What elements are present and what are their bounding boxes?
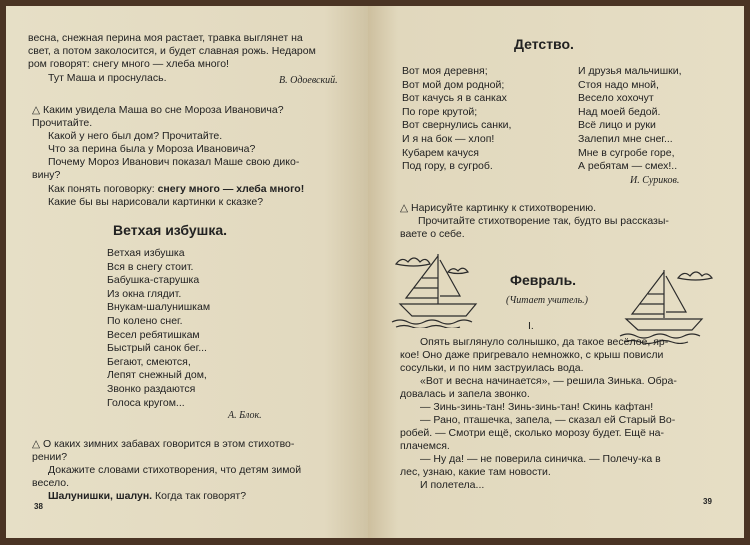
poem-line: Звонко раздаются <box>107 382 196 395</box>
poem-line: Вся в снегу стоит. <box>107 260 194 273</box>
story-line-7: — Рано, пташечка, запела, — сказал ей Старый Во- <box>420 414 676 426</box>
poem-title-right: Детство. <box>514 36 574 52</box>
question-1-line-2: Прочитайте. <box>32 117 93 129</box>
poem-line: Над моей бедой. <box>578 105 661 118</box>
poem-line: Бегают, смеются, <box>107 355 191 368</box>
poem-author-right: И. Суриков. <box>630 175 680 186</box>
triangle-marker: △ <box>32 438 41 450</box>
question-4-line-2: вину? <box>32 169 61 181</box>
poem-line: Кубарем качуся <box>402 146 479 159</box>
poem-title: Ветхая избушка. <box>113 222 228 238</box>
poem-line: Весел ребятишкам <box>107 328 200 341</box>
task-1: Нарисуйте картинку к стихотворению. <box>411 202 596 214</box>
poem-body <box>107 247 210 410</box>
poem-column-1 <box>402 65 511 174</box>
poem-line: Из окна глядит. <box>107 287 182 300</box>
poem-line: Залепил мне снег... <box>578 132 673 145</box>
question-9-rest: Когда так говорят? <box>155 490 247 502</box>
story-line-1: Опять выглянуло солнышко, да такое весёлое, яр- <box>420 336 669 348</box>
story-note: (Читает учитель.) <box>506 295 588 306</box>
right-page <box>368 6 744 538</box>
question-3: Что за перина была у Мороза Ивановича? <box>48 143 256 155</box>
chapter-number: I. <box>528 320 534 332</box>
triangle-marker: △ <box>400 202 409 214</box>
intro-author: В. Одоевский. <box>279 75 338 86</box>
poem-line: Вот свернулись санки, <box>402 119 512 132</box>
intro-line-2: свет, а потом заколосится, и будет славная рожь. Недаром <box>28 45 316 57</box>
left-page <box>6 6 369 538</box>
question-1-line-1: Каким увидела Маша во сне Мороза Ивановича? <box>43 104 284 116</box>
intro-line-1: весна, снежная перина моя растает, травка выглянет на <box>28 32 303 44</box>
poem-line: Лепят снежный дом, <box>107 369 207 382</box>
story-line-2: кое! Оно даже пригревало немножко, с крыш повисли <box>400 349 664 361</box>
story-line-6: — Зинь-зинь-тан! Зинь-зинь-тан! Скинь кафтан! <box>420 401 654 413</box>
poem-line: Всё лицо и руки <box>578 119 656 132</box>
question-6: Какие бы вы нарисовали картинки к сказке? <box>48 196 264 208</box>
story-line-12: И полетела... <box>420 479 485 491</box>
poem-line: Под гору, в сугроб. <box>402 160 493 173</box>
question-4-line-1: Почему Мороз Иванович показал Маше свою дико- <box>48 156 300 168</box>
page-number-left: 38 <box>34 502 43 511</box>
question-5-prefix: Как понять поговорку: <box>48 183 155 195</box>
intro-line-3: ром говорят: снегу много — хлеба много! <box>28 58 229 70</box>
poem-line: И я на бок — хлоп! <box>402 132 495 145</box>
poem-line: Весело хохочут <box>578 92 654 105</box>
poem-line: Мне в сугробе горе, <box>578 146 675 159</box>
poem-line: По горе крутой; <box>402 105 478 118</box>
sailboat-left-icon <box>390 242 490 328</box>
triangle-marker: △ <box>32 104 41 116</box>
poem-line: И друзья мальчишки, <box>578 65 682 77</box>
task-2-line-2: ваете о себе. <box>400 228 465 240</box>
question-8-line-2: весело. <box>32 477 70 489</box>
intro-last-line: Тут Маша и проснулась. <box>48 72 167 84</box>
task-2-line-1: Прочитайте стихотворение так, будто вы рассказы- <box>418 215 669 227</box>
poem-line: Внукам-шалунишкам <box>107 301 211 314</box>
story-line-9: плачемся. <box>400 440 450 452</box>
poem-line: Быстрый санок бег... <box>107 342 207 355</box>
page-number-right: 39 <box>703 497 712 506</box>
story-line-8: робей. — Смотри ещё, сколько морозу будет. Ещё на- <box>400 427 664 439</box>
poem-line: Ветхая избушка <box>107 247 185 259</box>
question-9-words: Шалунишки, шалун. <box>48 490 153 502</box>
poem-line: Бабушка-старушка <box>107 274 200 287</box>
question-8-line-1: Докажите словами стихотворения, что детям зимой <box>48 464 302 476</box>
poem-line: Голоса кругом... <box>107 396 185 409</box>
story-line-3: сосульки, и по ним заструилась вода. <box>400 362 584 374</box>
poem-line: А ребятам — смех!.. <box>578 160 678 173</box>
story-line-5: довалась и запела звонко. <box>400 388 530 400</box>
poem-line: Стоя надо мной, <box>578 78 659 91</box>
poem-line: Вот моя деревня; <box>402 65 488 77</box>
question-5-proverb: снегу много — хлеба много! <box>157 183 305 195</box>
story-line-11: лес, узнаю, какие там новости. <box>400 466 551 478</box>
poem-line: Вот мой дом родной; <box>402 78 505 91</box>
sailboat-right-icon <box>618 264 718 344</box>
poem-column-2 <box>578 65 682 174</box>
question-2: Какой у него был дом? Прочитайте. <box>48 130 223 142</box>
story-title: Февраль. <box>510 272 577 288</box>
question-7-line-2: рении? <box>32 451 68 463</box>
poem-line: Вот качусь я в санках <box>402 92 507 105</box>
poem-author: А. Блок. <box>228 410 262 421</box>
poem-line: По колено снег. <box>107 314 183 327</box>
question-7-line-1: О каких зимних забавах говорится в этом стихотво- <box>43 438 295 450</box>
story-line-10: — Ну да! — не поверила синичка. — Полечу-ка в <box>420 453 661 465</box>
story-line-4: «Вот и весна начинается», — решила Зинька. Обра- <box>420 375 677 387</box>
